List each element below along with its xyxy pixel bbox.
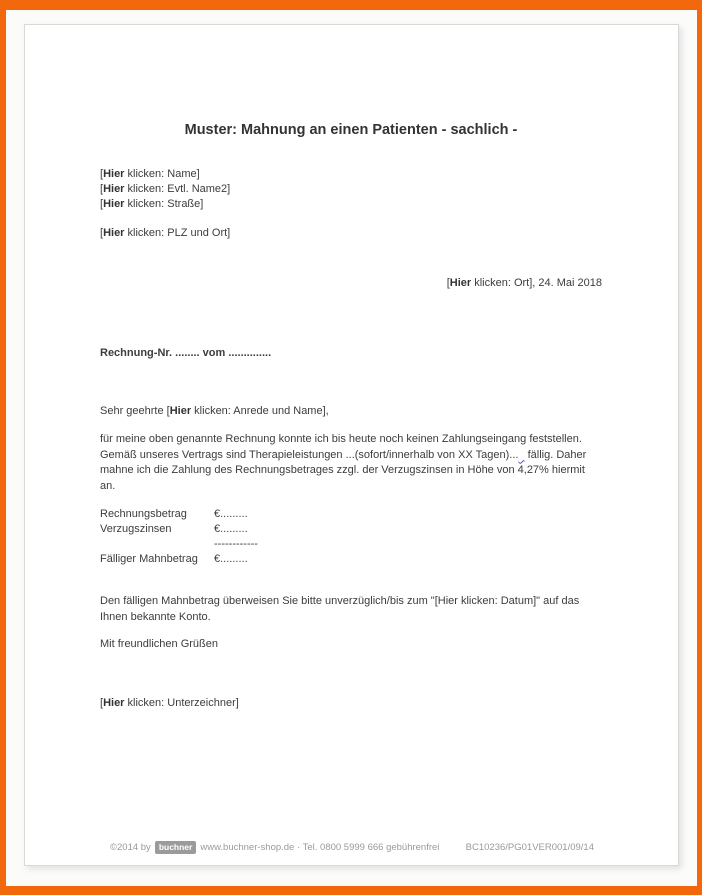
amount-label-empty [100, 537, 214, 552]
document-page [24, 24, 679, 866]
placeholder-pre: [ [100, 183, 104, 195]
placeholder-signer-field[interactable] [100, 696, 602, 711]
placeholder-rest: klicken: Ort], 24. Mai 2018 [471, 277, 602, 289]
placeholder-bold: Hier [103, 183, 125, 195]
placeholder-name-field[interactable] [100, 167, 602, 182]
date-line[interactable] [100, 276, 602, 291]
placeholder-rest: klicken: Anrede und Name], [191, 405, 329, 417]
placeholder-bold: Hier [103, 697, 125, 709]
placeholder-bold: Hier [103, 198, 125, 210]
placeholder-pre: [ [100, 168, 104, 180]
placeholder-pre: [ [446, 277, 450, 289]
placeholder-pre: [ [100, 697, 104, 709]
footer-document-code: BC10236/PG01VER001/09/14 [465, 842, 594, 853]
placeholder-pre: [ [100, 227, 104, 239]
salutation-line[interactable] [100, 404, 602, 419]
amount-value: €......... [214, 508, 248, 520]
amounts-table [100, 507, 602, 567]
placeholder-city-field[interactable] [100, 226, 602, 241]
amount-divider: ------------ [214, 538, 258, 550]
amount-row-interest [100, 522, 602, 537]
placeholder-pre: [ [100, 198, 104, 210]
subject-line: Rechnung-Nr. ........ vom .............. [100, 347, 272, 359]
document-title: Muster: Mahnung an einen Patienten - sachlich - [184, 122, 518, 138]
placeholder-rest: klicken: PLZ und Ort] [124, 227, 231, 239]
amount-value: €......... [214, 553, 248, 565]
closing-line: Mit freundlichen Grüßen [100, 638, 218, 650]
address-block [100, 167, 602, 212]
amount-label: Rechnungsbetrag [100, 508, 187, 520]
body1-text-after: fällig. Daher mahne ich die Zahlung des Rechnungsbetrages zzgl. der Verzugszinsen in Höhe von 4,27% hiermit an. [100, 448, 587, 492]
amount-label: Verzugszinsen [100, 523, 172, 535]
placeholder-bold: Hier [169, 405, 192, 417]
amount-row-total [100, 552, 602, 567]
placeholder-bold: Hier [103, 227, 125, 239]
placeholder-rest: klicken: Straße] [124, 198, 204, 210]
placeholder-rest: klicken: Evtl. Name2] [124, 183, 231, 195]
placeholder-bold: Hier [449, 277, 472, 289]
amount-value: €......... [214, 523, 248, 535]
placeholder-name2-field[interactable] [100, 182, 602, 197]
placeholder-pre: Sehr geehrte [ [100, 405, 170, 417]
body-paragraph-1 [100, 432, 602, 494]
body-paragraph-2: Den fälligen Mahnbetrag überweisen Sie bitte unverzüglich/bis zum "[Hier klicken: Datum]" auf das Ihnen bekannte Konto. [100, 595, 580, 623]
placeholder-rest: klicken: Unterzeichner] [124, 697, 239, 709]
placeholder-street-field[interactable] [100, 197, 602, 212]
amount-label: Fälliger Mahnbetrag [100, 553, 198, 565]
amount-row-invoice [100, 507, 602, 522]
placeholder-rest: klicken: Name] [124, 168, 200, 180]
footer-contact: www.buchner-shop.de · Tel. 0800 5999 666 gebührenfrei [200, 842, 440, 853]
footer-copyright: ©2014 by [110, 842, 151, 853]
placeholder-bold: Hier [103, 168, 125, 180]
document-footer [25, 841, 678, 854]
footer-left-block [110, 841, 439, 854]
document-content [25, 121, 678, 711]
body1-text-before: für meine oben genannte Rechnung konnte ich bis heute noch keinen Zahlungseingang feststellen. Gemäß unseres Vertrags sind Therapieleistungen ...(sofort/innerhalb von XX Tagen)... [100, 433, 582, 461]
buchner-logo: buchner [155, 841, 197, 854]
amount-divider-row [100, 537, 602, 552]
